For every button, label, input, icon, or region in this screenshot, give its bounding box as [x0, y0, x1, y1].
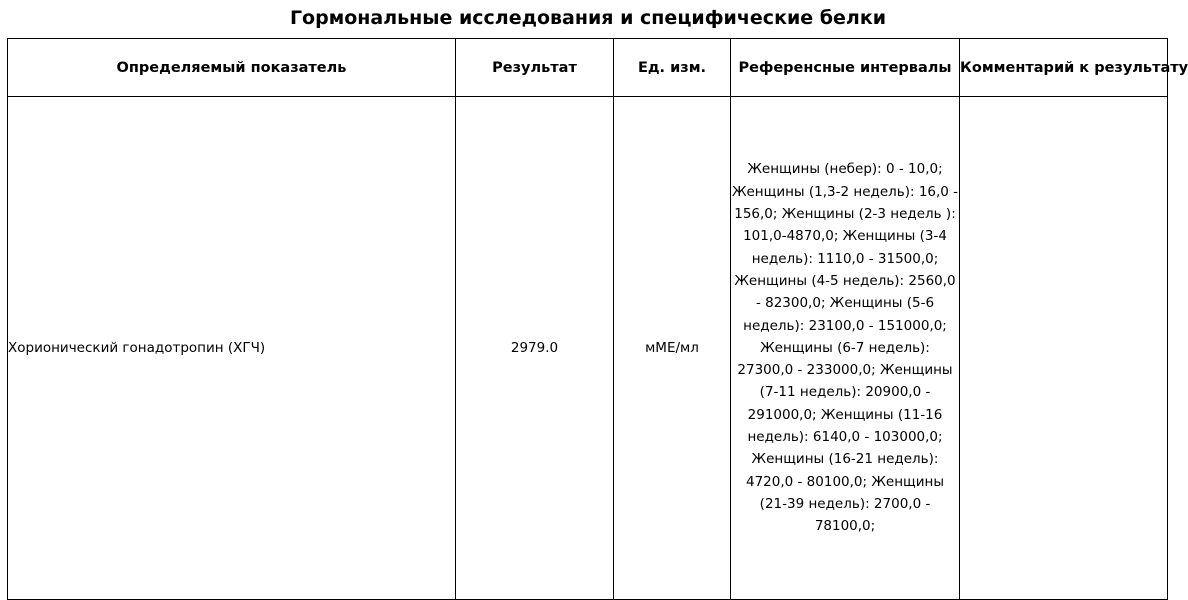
- results-table: [7, 38, 1188, 600]
- header-result: Результат: [456, 39, 614, 97]
- table-header-row: [8, 39, 1168, 97]
- comment-cell: [960, 97, 1168, 600]
- reference-cell: Женщины (небер): 0 - 10,0; Женщины (1,3-2 недель): 16,0 - 156,0; Женщины (2-3 недель ): 101,0-4870,0; Женщины (3-4 недель): 1110,0 - 31500,0; Женщины (4-5 недель): 2560,0 - 82300,0; Женщины (5-6 недель): 23100,0 - 151000,0; Женщины (6-7 недель): 27300,0 - 233000,0; Женщины (7-11 недель): 20900,0 - 291000,0; Женщины (11-16 недель): 6140,0 - 103000,0; Женщины (16-21 недель): 4720,0 - 80100,0; Женщины (21-39 недель): 2700,0 - 78100,0;: [731, 97, 960, 600]
- section-title: Гормональные исследования и специфические белки: [289, 7, 887, 29]
- header-unit: Ед. изм.: [614, 39, 731, 97]
- table-row: [8, 97, 1168, 600]
- indicator-cell: Хорионический гонадотропин (ХГЧ): [8, 97, 456, 600]
- header-reference: Референсные интервалы: [731, 39, 960, 97]
- header-indicator: Определяемый показатель: [8, 39, 456, 97]
- unit-cell: мМЕ/мл: [614, 97, 731, 600]
- result-cell: 2979.0: [456, 97, 614, 600]
- header-comment: Комментарий к результату: [960, 39, 1168, 97]
